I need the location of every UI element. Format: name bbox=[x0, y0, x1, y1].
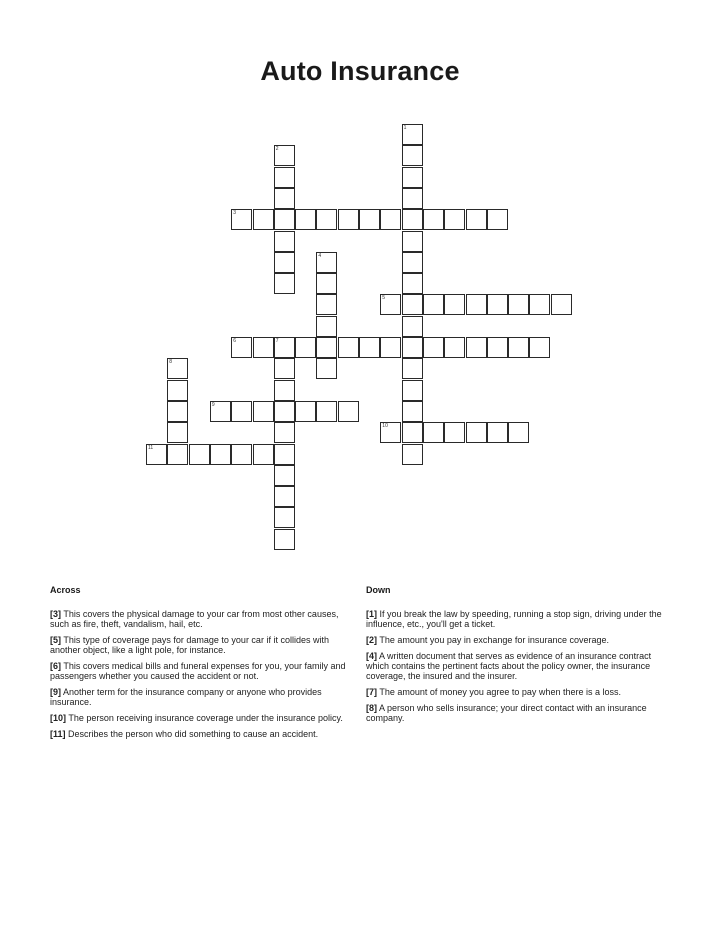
down-clue bbox=[366, 703, 666, 723]
clue-number: [6] bbox=[50, 661, 61, 671]
crossword-cell[interactable] bbox=[274, 380, 295, 401]
crossword-cell[interactable] bbox=[274, 337, 295, 358]
across-clue bbox=[50, 729, 350, 739]
clue-text: The amount you pay in exchange for insurance coverage. bbox=[377, 635, 609, 645]
clue-text: The person receiving insurance coverage under the insurance policy. bbox=[66, 713, 343, 723]
crossword-cell[interactable] bbox=[402, 167, 423, 188]
across-clue bbox=[50, 609, 350, 629]
crossword-cell[interactable] bbox=[295, 401, 316, 422]
crossword-cell[interactable] bbox=[444, 422, 465, 443]
crossword-cell[interactable] bbox=[316, 209, 337, 230]
crossword-cell[interactable] bbox=[423, 422, 444, 443]
crossword-cell[interactable] bbox=[402, 422, 423, 443]
crossword-cell[interactable] bbox=[487, 209, 508, 230]
across-clue bbox=[50, 687, 350, 707]
crossword-cell[interactable] bbox=[167, 401, 188, 422]
crossword-cell[interactable] bbox=[508, 294, 529, 315]
crossword-cell[interactable] bbox=[167, 422, 188, 443]
clue-number-label: 11 bbox=[148, 444, 154, 451]
crossword-cell[interactable] bbox=[466, 209, 487, 230]
crossword-cell[interactable] bbox=[444, 294, 465, 315]
crossword-cell[interactable] bbox=[167, 358, 188, 379]
clue-number: [7] bbox=[366, 687, 377, 697]
crossword-cell[interactable] bbox=[402, 358, 423, 379]
clue-text: A person who sells insurance; your direct contact with an insurance company. bbox=[366, 703, 647, 723]
crossword-cell[interactable] bbox=[210, 444, 231, 465]
clue-number-label: 5 bbox=[382, 295, 386, 302]
crossword-cell[interactable] bbox=[402, 209, 423, 230]
crossword-cell[interactable] bbox=[444, 337, 465, 358]
crossword-cell[interactable] bbox=[274, 444, 295, 465]
crossword-cell[interactable] bbox=[274, 486, 295, 507]
clue-number: [8] bbox=[366, 703, 377, 713]
clue-text: Another term for the insurance company or anyone who provides insurance. bbox=[50, 687, 322, 707]
down-clue bbox=[366, 687, 666, 697]
crossword-cell[interactable] bbox=[231, 401, 252, 422]
crossword-cell[interactable] bbox=[338, 401, 359, 422]
crossword-cell[interactable] bbox=[402, 316, 423, 337]
crossword-cell[interactable] bbox=[423, 209, 444, 230]
clue-number-label: 6 bbox=[233, 338, 236, 344]
across-clue bbox=[50, 635, 350, 655]
crossword-cell[interactable] bbox=[274, 529, 295, 550]
crossword-cell[interactable] bbox=[274, 188, 295, 209]
crossword-cell[interactable] bbox=[487, 294, 508, 315]
crossword-cell[interactable] bbox=[402, 273, 423, 294]
across-clues bbox=[50, 585, 350, 745]
clue-text: This covers medical bills and funeral expenses for you, your family and passengers whether you caused the accident or not. bbox=[50, 661, 346, 681]
crossword-cell[interactable] bbox=[402, 252, 423, 273]
clue-number: [1] bbox=[366, 609, 377, 619]
crossword-cell[interactable] bbox=[338, 337, 359, 358]
crossword-cell[interactable] bbox=[253, 337, 274, 358]
crossword-cell[interactable] bbox=[359, 209, 380, 230]
crossword-cell[interactable] bbox=[423, 337, 444, 358]
crossword-cell[interactable] bbox=[316, 401, 337, 422]
crossword-cell[interactable] bbox=[402, 444, 423, 465]
crossword-cell[interactable] bbox=[167, 380, 188, 401]
across-clue bbox=[50, 713, 350, 723]
crossword-cell[interactable] bbox=[423, 294, 444, 315]
crossword-cell[interactable] bbox=[359, 337, 380, 358]
clue-number-label: 9 bbox=[211, 401, 215, 408]
crossword-cell[interactable] bbox=[274, 167, 295, 188]
crossword-cell[interactable] bbox=[466, 294, 487, 315]
crossword-cell[interactable] bbox=[316, 294, 337, 315]
crossword-cell[interactable] bbox=[338, 209, 359, 230]
clue-number: [11] bbox=[50, 729, 66, 739]
clue-number-label: 7 bbox=[275, 338, 279, 344]
crossword-cell[interactable] bbox=[167, 444, 188, 465]
crossword-cell[interactable] bbox=[402, 145, 423, 166]
clue-text: A written document that serves as evidence of an insurance contract which contains the pertinent facts about the policy owner, the insurance coverage, the insured and the insurer. bbox=[366, 651, 652, 681]
page-title: Auto Insurance bbox=[260, 56, 460, 86]
crossword-cell[interactable] bbox=[402, 188, 423, 209]
clue-number: [3] bbox=[50, 609, 61, 619]
across-clue bbox=[50, 661, 350, 681]
clue-text: This type of coverage pays for damage to your car if it collides with another object, like a light pole, for instance. bbox=[50, 635, 329, 655]
crossword-cell[interactable] bbox=[274, 507, 295, 528]
crossword-cell[interactable] bbox=[380, 422, 401, 443]
crossword-cell[interactable] bbox=[380, 294, 401, 315]
crossword-cell[interactable] bbox=[189, 444, 210, 465]
crossword-cell[interactable] bbox=[444, 209, 465, 230]
crossword-cell[interactable] bbox=[551, 294, 572, 315]
crossword-cell[interactable] bbox=[316, 273, 337, 294]
crossword-cell[interactable] bbox=[274, 401, 295, 422]
clue-number: [10] bbox=[50, 713, 67, 723]
crossword-cell[interactable] bbox=[529, 337, 550, 358]
crossword-cell[interactable] bbox=[253, 401, 274, 422]
crossword-cell[interactable] bbox=[274, 465, 295, 486]
crossword-cell[interactable] bbox=[253, 444, 274, 465]
crossword-cell[interactable] bbox=[210, 401, 231, 422]
clue-number-label: 2 bbox=[275, 146, 279, 153]
across-heading: Across bbox=[50, 585, 81, 595]
down-clue bbox=[366, 651, 666, 681]
clue-number: [2] bbox=[366, 635, 377, 645]
clue-text: Describes the person who did something to cause an accident. bbox=[65, 729, 319, 739]
down-clues bbox=[366, 585, 666, 729]
crossword-cell[interactable] bbox=[316, 358, 337, 379]
clue-number-label: 4 bbox=[318, 252, 322, 259]
crossword-cell[interactable] bbox=[402, 380, 423, 401]
crossword-cell[interactable] bbox=[508, 337, 529, 358]
crossword-cell[interactable] bbox=[274, 209, 295, 230]
crossword-cell[interactable] bbox=[316, 337, 337, 358]
clue-text: If you break the law by speeding, running a stop sign, driving under the influence, etc., you'll get a ticket. bbox=[366, 609, 662, 629]
clue-number-label: 3 bbox=[233, 210, 236, 217]
crossword-cell[interactable] bbox=[274, 231, 295, 252]
down-clue bbox=[366, 635, 666, 645]
crossword-cell[interactable] bbox=[274, 422, 295, 443]
crossword-cell[interactable] bbox=[508, 422, 529, 443]
crossword-cell[interactable] bbox=[402, 401, 423, 422]
crossword-cell[interactable] bbox=[380, 337, 401, 358]
crossword-cell[interactable] bbox=[231, 337, 252, 358]
clue-number-label: 10 bbox=[382, 423, 388, 430]
crossword-cell[interactable] bbox=[146, 444, 167, 465]
crossword-cell[interactable] bbox=[487, 422, 508, 443]
crossword-cell[interactable] bbox=[295, 209, 316, 230]
crossword-cell[interactable] bbox=[380, 209, 401, 230]
clue-text: This covers the physical damage to your car from most other causes, such as fire, theft, vandalism, hail, etc. bbox=[50, 609, 339, 629]
crossword-cell[interactable] bbox=[274, 358, 295, 379]
clue-number-label: 8 bbox=[169, 359, 173, 366]
crossword-cell[interactable] bbox=[253, 209, 274, 230]
clue-number: [9] bbox=[50, 687, 61, 697]
crossword-cell[interactable] bbox=[231, 209, 252, 230]
crossword-cell[interactable] bbox=[487, 337, 508, 358]
crossword-cell[interactable] bbox=[316, 252, 337, 273]
crossword-cell[interactable] bbox=[402, 124, 423, 145]
crossword-cell[interactable] bbox=[529, 294, 550, 315]
crossword-cell[interactable] bbox=[402, 294, 423, 315]
crossword-cell[interactable] bbox=[295, 337, 316, 358]
down-heading: Down bbox=[366, 585, 391, 595]
crossword-cell[interactable] bbox=[274, 145, 295, 166]
clue-text: The amount of money you agree to pay when there is a loss. bbox=[377, 687, 621, 697]
crossword-cell[interactable] bbox=[274, 252, 295, 273]
crossword-cell[interactable] bbox=[402, 337, 423, 358]
down-clue bbox=[366, 609, 666, 629]
crossword-cell[interactable] bbox=[466, 422, 487, 443]
crossword-cell[interactable] bbox=[402, 231, 423, 252]
clue-number: [5] bbox=[50, 635, 61, 645]
crossword-cell[interactable] bbox=[466, 337, 487, 358]
crossword-cell[interactable] bbox=[231, 444, 252, 465]
crossword-cell[interactable] bbox=[274, 273, 295, 294]
clue-number: [4] bbox=[366, 651, 377, 661]
crossword-cell[interactable] bbox=[316, 316, 337, 337]
clue-number-label: 1 bbox=[403, 125, 407, 131]
